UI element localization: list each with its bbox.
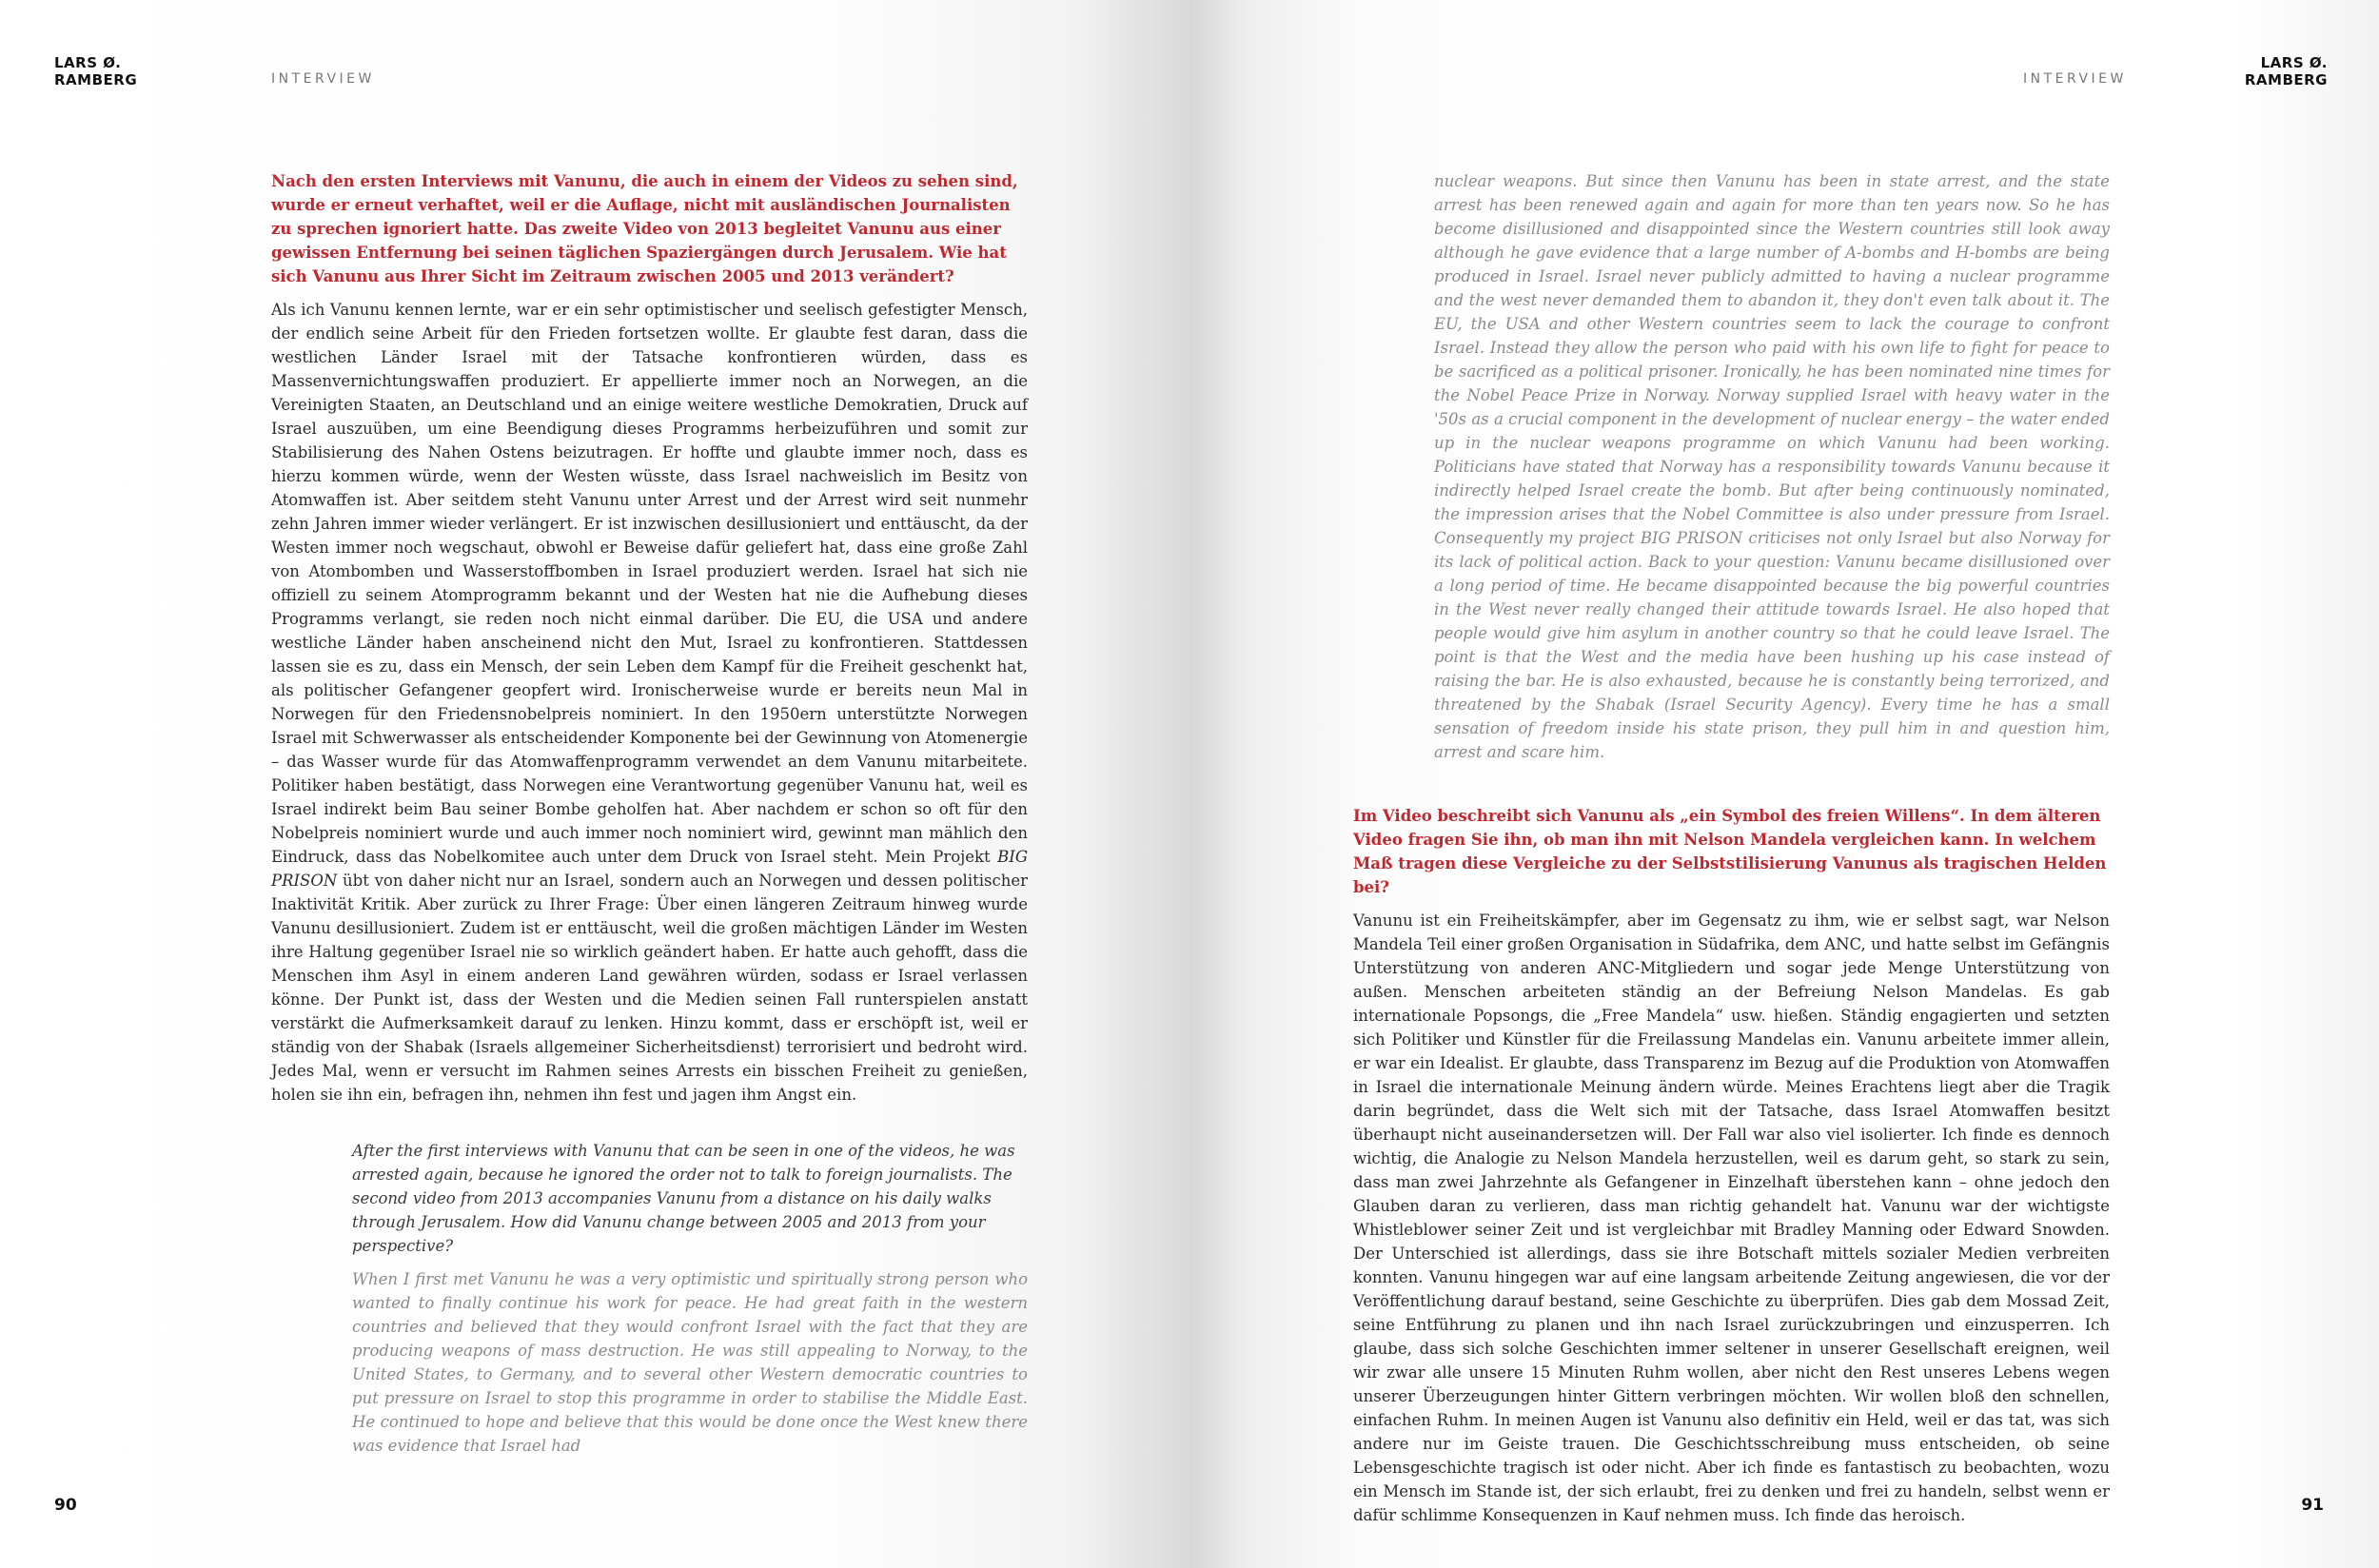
author-name [54,54,137,88]
spacer [271,1107,1028,1139]
answer-german-2: Vanunu ist ein Freiheitskämpfer, aber im Gegensatz zu ihm, wie er selbst sagt, war Nelson Mandela Teil einer großen Organisation in Südafrika, dem ANC, und hatte selbst im Gefängnis Unterstützung von anderen ANC-Mitgliedern und sogar jede Menge Unterstützung von außen. Menschen arbeiteten ständig an der Befreiung Nelson Mandelas. Es gab internationale Popsongs, die „Free Mandela“ usw. hießen. Ständig engagierten und setzten sich Politiker und Künstler für die Freilassung Mandelas ein. Vanunu arbeitete immer allein, er war ein Idealist. Er glaubte, dass Transparenz im Bezug auf die Produktion von Atomwaffen in Israel die internationale Meinung ändern würde. Meines Erachtens liegt aber die Tragik darin begründet, dass die Welt sich mit der Tatsache, dass Israel Atomwaffen besitzt überhaupt nicht auseinandersetzen will. Der Fall war also viel isolierter. Ich finde es dennoch wichtig, die Analogie zu Nelson Mandela herzustellen, weil es darum geht, so stark zu sein, dass man zwei Jahrzehnte als Gefangener in Einzelhaft überstehen kann – ohne jedoch den Glauben daran zu verlieren, dass man richtig gehandelt hat. Vanunu war der wichtigste Whistleblower seiner Zeit und ist vergleichbar mit Bradley Manning oder Edward Snowden. Der Unterschied ist allerdings, dass sie ihre Botschaft mittels sozialer Medien verbreiten konnten. Vanunu hingegen war auf eine langsam arbeitende Zeitung angewiesen, die vor der Veröffentlichung darauf bestand, seine Geschichte zu überprüfen. Dies gab dem Mossad Zeit, seine Entführung zu planen und ihn nach Israel zurückzubringen und einzusperren. Ich glaube, dass sich solche Geschichten immer seltener in unserer Gesellschaft ereignen, weil wir zwar alle unsere 15 Minuten Ruhm wollen, aber nicht den Rest unseres Lebens wegen unserer Überzeugungen hinter Gittern verbringen möchten. Wir wollen bloß den schnellen, einfachen Ruhm. In meinen Augen ist Vanunu also definitiv ein Held, weil er das tat, was sich andere nur im Geiste trauen. Die Geschichtsschreibung muss entscheiden, ob seine Lebensgeschichte tragisch ist oder nicht. Aber ich finde es fantastisch zu beobachten, wozu ein Mensch im Stande ist, der sich erlaubt, frei zu denken und frei zu handeln, selbst wenn er dafür schlimme Konsequenzen in Kauf nehmen muss. Ich finde das heroisch. [1353,911,2110,1524]
author-name-right [2245,54,2328,88]
author-first-right: LARS Ø. [2260,54,2328,71]
answer-english-start: When I first met Vanunu he was a very optimistic und spiritually strong person who wanted to finally continue his work for peace. He had great faith in the western countries and believed that they would confront Israel with the fact that they are producing weapons of mass destruction. He was still appealing to Norway, to the United States, to Germany, and to several other Western democratic countries to put pressure on Israel to stop this programme in order to stabilise the Middle East. He continued to hope and believe that this would be done once the West knew there was evidence that Israel had [352,1270,1028,1455]
spacer [1353,764,2110,804]
left-column [271,169,1028,1458]
section-title-right: INTERVIEW [2023,71,2127,87]
question-english: After the first interviews with Vanunu that can be seen in one of the videos, he was arrested again, because he ignored the order not to talk to foreign journalists. The second video from 2013 accompanies Vanunu from a distance on his daily walks through Jerusalem. How did Vanunu change between 2005 and 2013 from your perspective? [352,1142,1015,1255]
right-page [1190,0,2379,1568]
question-german-2: Im Video beschreibt sich Vanunu als „ein Symbol des freien Willens“. In dem älteren Video fragen Sie ihn, ob man ihn mit Nelson Mandela vergleichen kann. In welchem Maß tragen diese Vergleiche zu der Selbststilisierung Vanunus als tragischen Helden bei? [1353,807,2107,896]
answer-english-continued: nuclear weapons. But since then Vanunu has been in state arrest, and the state arrest has been renewed again and again for more than ten years now. So he has become disillusioned and disappointed since the Western countries still look away although he gave evidence that a large number of A-bombs and H-bombs are being produced in Israel. Israel never publicly admitted to having a nuclear programme and the west never demanded them to abandon it, they don't even talk about it. The EU, the USA and other Western countries seem to lack the courage to confront Israel. Instead they allow the person who paid with his own life to fight for peace to be sacrificed as a political prisoner. Ironically, he has been nominated nine times for the Nobel Peace Prize in Norway. Norway supplied Israel with heavy water in the '50s as a crucial component in the development of nuclear energy – the water ended up in the nuclear weapons programme on which Vanunu had been working. Politicians have stated that Norway has a responsibility towards Vanunu because it indirectly helped Israel create the bomb. But after being continuously nominated, the impression arises that the Nobel Committee is also under pressure from Israel. Consequently my project BIG PRISON criticises not only Israel but also Norway for its lack of political action. Back to your question: Vanunu became disillusioned over a long period of time. He became disappointed because the big powerful countries in the West never really changed their attitude towards Israel. He also hoped that people would give him asylum in another country so that he could leave Israel. The point is that the West and the media have been hushing up his case instead of raising the bar. He is also exhausted, because he is constantly being terrorized, and threatened by the Shabak (Israel Security Agency). Every time he has a small sensation of freedom inside his state prison, they pull him in and question him, arrest and scare him. [1434,172,2110,761]
author-first: LARS Ø. [54,54,122,71]
project-title: BIG PRISON [271,848,1028,890]
section-title: INTERVIEW [271,71,375,87]
question-german: Nach den ersten Interviews mit Vanunu, die auch in einem der Videos zu sehen sind, wurde er erneut verhaftet, weil er die Auflage, nicht mit ausländischen Journalisten zu sprechen ignoriert hatte. Das zweite Video von 2013 begleitet Vanunu aus einer gewissen Entfernung bei seinen täglichen Spaziergängen durch Jerusalem. Wie hat sich Vanunu aus Ihrer Sicht im Zeitraum zwischen 2005 und 2013 verändert? [271,172,1018,285]
answer-german [271,298,1028,1107]
author-last: RAMBERG [54,71,138,88]
answer-german-part1: Als ich Vanunu kennen lernte, war er ein sehr optimistischer und seelisch gefestigter Mensch, der endlich seine Arbeit für den Frieden fortsetzen wollte. Er glaubte fest daran, dass die westlichen Länder Israel mit der Tatsache konfrontieren würden, dass es Massenvernichtungswaffen produziert. Er appellierte immer noch an Norwegen, an die Vereinigten Staaten, an Deutschland und an einige weitere westliche Demokratien, Druck auf Israel auszuüben, um eine Beendigung dieses Programms herbeizuführen und somit zur Stabilisierung des Nahen Ostens beizutragen. Er hoffte und glaubte immer noch, dass es hierzu kommen würde, wenn der Westen wüsste, dass Israel nachweislich im Besitz von Atomwaffen ist. Aber seitdem steht Vanunu unter Arrest und der Arrest wird seit nunmehr zehn Jahren immer wieder verlängert. Er ist inzwischen desillusioniert und enttäuscht, da der Westen immer noch wegschaut, obwohl er Beweise dafür geliefert hat, dass eine große Zahl von Atombomben und Wasserstoffbomben in Israel produziert werden. Israel hat sich nie offiziell zu seinem Atomprogramm bekannt und der Westen hat nie die Aufhebung dieses Programms verlangt, sie reden noch nicht einmal darüber. Die EU, die USA und andere westliche Länder haben anscheinend nicht den Mut, Israel zu konfrontieren. Stattdessen lassen sie es zu, dass ein Mensch, der sein Leben dem Kampf für die Freiheit geschenkt hat, als politischer Gefangener geopfert wird. Ironischerweise wurde er bereits neun Mal in Norwegen für den Friedensnobelpreis nominiert. In den 1950ern unterstützte Norwegen Israel mit Schwerwasser als entscheidender Komponente bei der Gewinnung von Atomenergie – das Wasser wurde für das Atomwaffenprogramm verwendet an dem Vanunu mitarbeitete. Politiker haben bestätigt, dass Norwegen eine Verantwortung gegenüber Vanunu hat, weil es Israel indirekt beim Bau seiner Bombe geholfen hat. Aber nachdem er schon so oft für den Nobelpreis nominiert wurde und auch immer noch nominiert wird, gewinnt man mählich den Eindruck, dass das Nobelkomitee auch unter dem Druck von Israel steht. Mein Projekt [271,301,1028,866]
right-column [1353,169,2110,1527]
page-number-left: 90 [54,1496,77,1515]
page-number-right: 91 [2301,1496,2324,1515]
answer-german-part2: übt von daher nicht nur an Israel, sondern auch an Norwegen und dessen politischer Inaktivität Kritik. Aber zurück zu Ihrer Frage: Über einen längeren Zeitraum hinweg wurde Vanunu desillusioniert. Zudem ist er enttäuscht, weil die großen mächtigen Länder im Westen ihre Haltung gegenüber Israel nie so wirklich geändert haben. Er hatte auch gehofft, dass die Menschen ihm Asyl in einem anderen Land gewähren würden, sodass er Israel verlassen könne. Der Punkt ist, dass der Westen und die Medien seinen Fall runterspielen anstatt verstärkt die Aufmerksamkeit darauf zu lenken. Hinzu kommt, dass er erschöpft ist, weil er ständig von der Shabak (Israels allgemeiner Sicherheitsdienst) terrorisiert und bedroht wird. Jedes Mal, wenn er versucht im Rahmen seines Arrests ein bisschen Freiheit zu genießen, holen sie ihn ein, befragen ihn, nehmen ihn fest und jagen ihm Angst ein. [271,872,1028,1104]
author-last-right: RAMBERG [2244,71,2328,88]
